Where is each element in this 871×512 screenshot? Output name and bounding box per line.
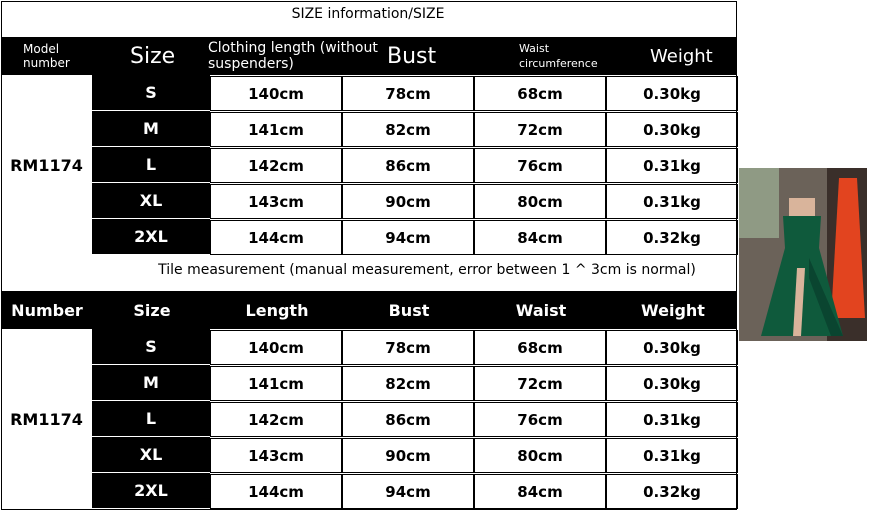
measurement-note: Tile measurement (manual measurement, error between 1 ^ 3cm is normal) (158, 262, 696, 278)
table-cell: 72cm (474, 112, 606, 147)
table-cell: 82cm (342, 366, 474, 401)
dress-photo (739, 168, 867, 341)
table-cell: 0.30kg (606, 76, 738, 111)
table-cell: 144cm (210, 220, 342, 255)
header-bust: Bust (388, 300, 430, 320)
table-cell: 84cm (474, 220, 606, 255)
table-cell: 0.31kg (606, 402, 738, 437)
dress-illustration (739, 168, 867, 341)
size-cell: XL (92, 437, 210, 472)
table-cell: 68cm (474, 76, 606, 111)
table-cell: 80cm (474, 184, 606, 219)
header-waist: Waist (515, 300, 567, 320)
header-weight: Weight (650, 45, 713, 67)
table-cell: 76cm (474, 148, 606, 183)
table-cell: 90cm (342, 438, 474, 473)
table-cell: 0.31kg (606, 184, 738, 219)
header-weight: Weight (641, 300, 705, 320)
table-cell: 94cm (342, 220, 474, 255)
table-cell: 0.31kg (606, 148, 738, 183)
table-cell: 0.32kg (606, 474, 738, 509)
table-cell: 144cm (210, 474, 342, 509)
table-cell: 78cm (342, 76, 474, 111)
header-clothing-length: Clothing length (without suspenders) (208, 40, 378, 72)
size-cell: 2XL (92, 219, 210, 254)
model-number-cell: RM1174 (10, 409, 83, 429)
page-title: SIZE information/SIZE (291, 6, 445, 22)
size-cell: S (92, 329, 210, 364)
table-cell: 143cm (210, 438, 342, 473)
size-cell: XL (92, 183, 210, 218)
table-cell: 90cm (342, 184, 474, 219)
table-cell: 72cm (474, 366, 606, 401)
header-model-number: Model number (23, 42, 70, 70)
table-cell: 142cm (210, 402, 342, 437)
table-cell: 141cm (210, 112, 342, 147)
size-cell: 2XL (92, 473, 210, 508)
size-cell: S (92, 75, 210, 110)
size-cell: M (92, 111, 210, 146)
table-cell: 143cm (210, 184, 342, 219)
header-waist-circumference: Waist circumference (519, 42, 598, 70)
table-cell: 78cm (342, 330, 474, 365)
table-cell: 140cm (210, 76, 342, 111)
header-length: Length (245, 300, 309, 320)
table-cell: 0.31kg (606, 438, 738, 473)
table-cell: 76cm (474, 402, 606, 437)
table-cell: 142cm (210, 148, 342, 183)
table-cell: 86cm (342, 402, 474, 437)
table-cell: 94cm (342, 474, 474, 509)
header-number: Number (11, 300, 83, 320)
table-cell: 84cm (474, 474, 606, 509)
header-bust: Bust (387, 43, 437, 69)
table-cell: 68cm (474, 330, 606, 365)
table2-header (1, 291, 737, 329)
table-cell: 0.30kg (606, 366, 738, 401)
header-size: Size (130, 43, 176, 69)
size-cell: L (92, 401, 210, 436)
table-cell: 0.30kg (606, 112, 738, 147)
table-cell: 82cm (342, 112, 474, 147)
table-cell: 141cm (210, 366, 342, 401)
table-cell: 140cm (210, 330, 342, 365)
table-cell: 0.32kg (606, 220, 738, 255)
table-cell: 86cm (342, 148, 474, 183)
header-size: Size (133, 300, 171, 320)
table1-header (1, 37, 737, 75)
size-cell: M (92, 365, 210, 400)
table-cell: 0.30kg (606, 330, 738, 365)
table-cell: 80cm (474, 438, 606, 473)
size-cell: L (92, 147, 210, 182)
model-number-cell: RM1174 (10, 155, 83, 175)
